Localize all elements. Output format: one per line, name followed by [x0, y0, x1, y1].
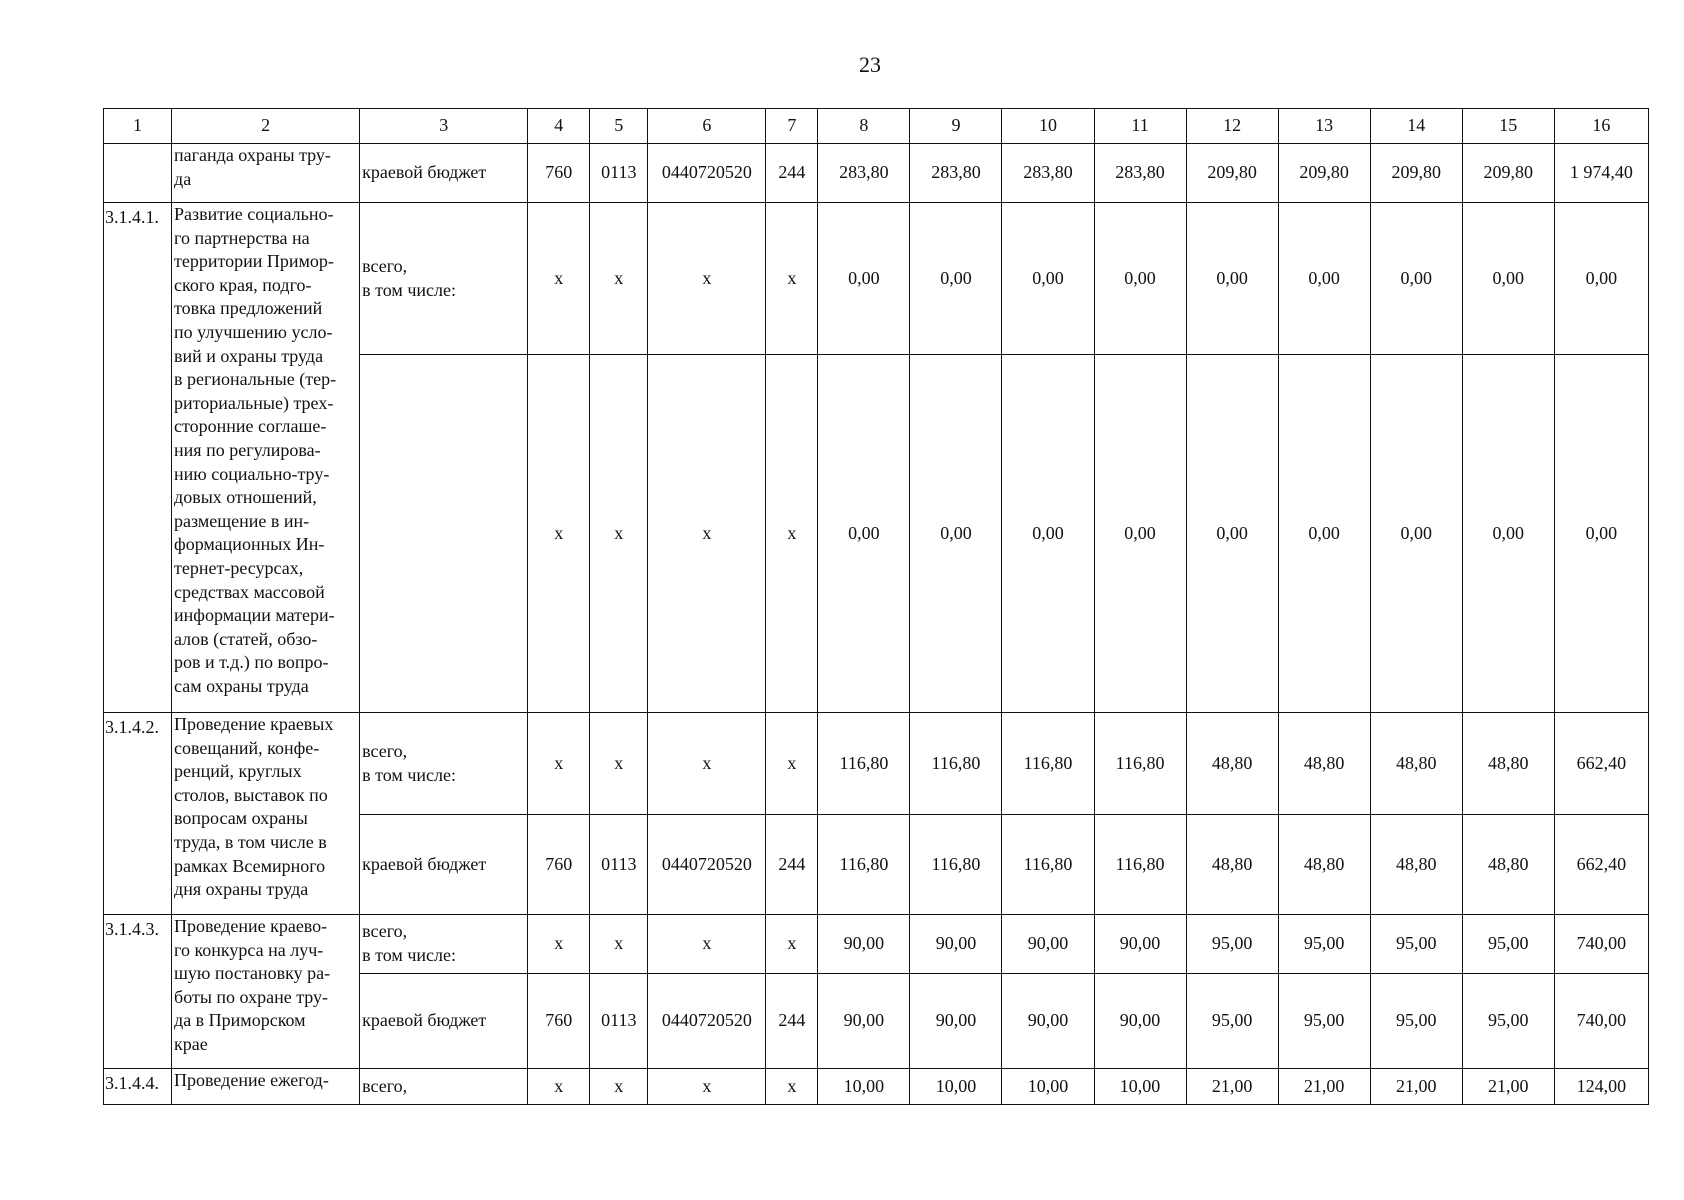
section-code: 0113	[590, 144, 648, 203]
year-value: 116,80	[818, 815, 910, 915]
grbs-code: x	[528, 1069, 590, 1105]
item-name-line: формационных Ин-	[174, 534, 325, 555]
funding-source	[360, 974, 528, 1069]
funding-source-line: краевой бюджет	[362, 853, 487, 874]
header-row	[104, 109, 1649, 144]
year-value: 90,00	[910, 974, 1002, 1069]
funding-source-line: всего,	[362, 1075, 408, 1096]
item-name-line: столов, выставок по	[174, 784, 328, 805]
grbs-code: x	[528, 713, 590, 815]
section-code: x	[590, 355, 648, 713]
item-name-line: крае	[174, 1033, 208, 1054]
year-value: 283,80	[818, 144, 910, 203]
item-name-line: по улучшению усло-	[174, 321, 333, 342]
funding-source	[360, 203, 528, 355]
table-row	[104, 713, 1649, 815]
item-name-line: паганда охраны тру-	[174, 145, 331, 165]
target-article-code: 0440720520	[648, 815, 766, 915]
table-row	[104, 203, 1649, 355]
expense-type-code: 244	[766, 144, 818, 203]
grbs-code: 760	[528, 974, 590, 1069]
year-value: 116,80	[1002, 713, 1094, 815]
item-name-line: риториальные) трех-	[174, 392, 334, 413]
expense-type-code: x	[766, 355, 818, 713]
funding-source-line: всего,	[362, 255, 408, 276]
item-name	[172, 144, 360, 203]
year-value: 0,00	[1278, 203, 1370, 355]
header-cell: 16	[1554, 109, 1648, 144]
item-name	[172, 713, 360, 915]
item-name	[172, 203, 360, 713]
expense-type-code: 244	[766, 974, 818, 1069]
year-value: 95,00	[1462, 974, 1554, 1069]
item-name-line: ния по регулирова-	[174, 439, 321, 460]
item-name-line: Проведение ежегод-	[174, 1070, 329, 1090]
total-value: 662,40	[1554, 815, 1648, 915]
item-name-line: Проведение краевых	[174, 714, 334, 734]
item-name-line: территории Примор-	[174, 251, 334, 272]
year-value: 10,00	[910, 1069, 1002, 1105]
header-cell: 2	[172, 109, 360, 144]
header-cell: 14	[1370, 109, 1462, 144]
item-name-line: вий и охраны труда	[174, 345, 324, 366]
year-value: 0,00	[1002, 355, 1094, 713]
target-article-code: 0440720520	[648, 144, 766, 203]
funding-source	[360, 1069, 528, 1105]
item-name-line: размещение в ин-	[174, 510, 310, 531]
target-article-code: x	[648, 1069, 766, 1105]
year-value: 209,80	[1462, 144, 1554, 203]
item-name-line: да в Приморском	[174, 1010, 306, 1031]
section-code: x	[590, 1069, 648, 1105]
header-cell: 12	[1186, 109, 1278, 144]
year-value: 95,00	[1278, 915, 1370, 974]
item-name-line: алов (статей, обзо-	[174, 628, 318, 649]
total-value: 740,00	[1554, 974, 1648, 1069]
target-article-code: 0440720520	[648, 974, 766, 1069]
year-value: 0,00	[1370, 355, 1462, 713]
item-name-line: труда, в том числе в	[174, 831, 327, 852]
item-name-line: совещаний, конфе-	[174, 737, 320, 758]
year-value: 0,00	[910, 203, 1002, 355]
item-name-line: ров и т.д.) по вопро-	[174, 652, 329, 673]
item-name-line: сам охраны труда	[174, 675, 309, 696]
year-value: 10,00	[818, 1069, 910, 1105]
grbs-code: x	[528, 203, 590, 355]
year-value: 95,00	[1186, 915, 1278, 974]
section-code: 0113	[590, 815, 648, 915]
year-value: 0,00	[1186, 203, 1278, 355]
year-value: 90,00	[1002, 974, 1094, 1069]
item-name-line: ского края, подго-	[174, 274, 312, 295]
item-name-line: го конкурса на луч-	[174, 939, 324, 960]
header-cell: 3	[360, 109, 528, 144]
funding-source	[360, 713, 528, 815]
item-name-line: дня охраны труда	[174, 879, 309, 900]
header-cell: 4	[528, 109, 590, 144]
year-value: 21,00	[1278, 1069, 1370, 1105]
item-name-line: товка предложений	[174, 298, 323, 319]
funding-source-line: в том числе:	[362, 764, 456, 785]
item-name-line: рамках Всемирного	[174, 855, 326, 876]
year-value: 209,80	[1370, 144, 1462, 203]
grbs-code: 760	[528, 815, 590, 915]
funding-source-line: в том числе:	[362, 279, 456, 300]
header-cell: 13	[1278, 109, 1370, 144]
year-value: 209,80	[1278, 144, 1370, 203]
funding-source-line: всего,	[362, 921, 408, 942]
section-code: x	[590, 713, 648, 815]
total-value: 0,00	[1554, 203, 1648, 355]
year-value: 283,80	[1002, 144, 1094, 203]
table-body	[104, 144, 1649, 1105]
header-cell: 11	[1094, 109, 1186, 144]
budget-table	[103, 108, 1649, 1105]
year-value: 0,00	[1462, 203, 1554, 355]
funding-source	[360, 815, 528, 915]
item-name-line: Проведение краево-	[174, 916, 328, 936]
funding-source-line: краевой бюджет	[362, 1010, 487, 1031]
section-code: x	[590, 915, 648, 974]
year-value: 95,00	[1186, 974, 1278, 1069]
target-article-code: x	[648, 713, 766, 815]
year-value: 0,00	[1370, 203, 1462, 355]
year-value: 0,00	[1186, 355, 1278, 713]
item-name-line: сторонние соглаше-	[174, 416, 327, 437]
year-value: 48,80	[1462, 713, 1554, 815]
funding-source-line: краевой бюджет	[362, 162, 487, 183]
item-name	[172, 1069, 360, 1105]
total-value: 662,40	[1554, 713, 1648, 815]
header-cell: 8	[818, 109, 910, 144]
year-value: 21,00	[1186, 1069, 1278, 1105]
item-name-line: в региональные (тер-	[174, 369, 337, 390]
header-cell: 5	[590, 109, 648, 144]
year-value: 48,80	[1370, 713, 1462, 815]
year-value: 90,00	[1094, 915, 1186, 974]
header-cell: 9	[910, 109, 1002, 144]
target-article-code: x	[648, 915, 766, 974]
expense-type-code: x	[766, 915, 818, 974]
year-value: 10,00	[1002, 1069, 1094, 1105]
total-value: 124,00	[1554, 1069, 1648, 1105]
year-value: 0,00	[1094, 203, 1186, 355]
table-row	[104, 915, 1649, 974]
year-value: 283,80	[1094, 144, 1186, 203]
expense-type-code: x	[766, 1069, 818, 1105]
year-value: 0,00	[1462, 355, 1554, 713]
target-article-code: x	[648, 355, 766, 713]
grbs-code: 760	[528, 144, 590, 203]
table-row	[104, 1069, 1649, 1105]
item-name-line: шую постановку ра-	[174, 963, 331, 984]
year-value: 90,00	[1094, 974, 1186, 1069]
expense-type-code: x	[766, 713, 818, 815]
year-value: 283,80	[910, 144, 1002, 203]
funding-source-line: всего,	[362, 740, 408, 761]
item-name-line: вопросам охраны	[174, 808, 308, 829]
header-cell: 6	[648, 109, 766, 144]
year-value: 116,80	[1094, 815, 1186, 915]
year-value: 90,00	[1002, 915, 1094, 974]
year-value: 116,80	[1094, 713, 1186, 815]
funding-source	[360, 144, 528, 203]
year-value: 90,00	[818, 915, 910, 974]
item-name-line: тернет-ресурсах,	[174, 557, 304, 578]
year-value: 0,00	[1278, 355, 1370, 713]
year-value: 90,00	[818, 974, 910, 1069]
funding-source	[360, 915, 528, 974]
year-value: 48,80	[1370, 815, 1462, 915]
year-value: 48,80	[1186, 815, 1278, 915]
header-cell: 7	[766, 109, 818, 144]
section-code: 0113	[590, 974, 648, 1069]
expense-type-code: 244	[766, 815, 818, 915]
year-value: 48,80	[1462, 815, 1554, 915]
item-name-line: да	[174, 168, 192, 189]
total-value: 0,00	[1554, 355, 1648, 713]
item-code: 3.1.4.4.	[104, 1069, 172, 1105]
year-value: 48,80	[1186, 713, 1278, 815]
year-value: 116,80	[910, 815, 1002, 915]
year-value: 0,00	[910, 355, 1002, 713]
year-value: 90,00	[910, 915, 1002, 974]
expense-type-code: x	[766, 203, 818, 355]
item-name-line: боты по охране тру-	[174, 986, 329, 1007]
page-number: 23	[859, 52, 881, 77]
year-value: 95,00	[1370, 974, 1462, 1069]
funding-source-line: в том числе:	[362, 945, 456, 965]
item-name-line: информации матери-	[174, 605, 335, 626]
year-value: 116,80	[1002, 815, 1094, 915]
year-value: 10,00	[1094, 1069, 1186, 1105]
year-value: 48,80	[1278, 815, 1370, 915]
item-code: 3.1.4.1.	[104, 203, 172, 713]
year-value: 21,00	[1370, 1069, 1462, 1105]
total-value: 1 974,40	[1554, 144, 1648, 203]
header-cell: 15	[1462, 109, 1554, 144]
grbs-code: x	[528, 355, 590, 713]
target-article-code: x	[648, 203, 766, 355]
item-name-line: средствах массовой	[174, 581, 325, 602]
item-name-line: ренций, круглых	[174, 761, 302, 782]
year-value: 116,80	[818, 713, 910, 815]
funding-source	[360, 355, 528, 713]
item-name-line: го партнерства на	[174, 227, 310, 248]
section-code: x	[590, 203, 648, 355]
year-value: 0,00	[818, 203, 910, 355]
item-code: 3.1.4.2.	[104, 713, 172, 915]
item-name-line: Развитие социально-	[174, 204, 334, 224]
year-value: 48,80	[1278, 713, 1370, 815]
year-value: 209,80	[1186, 144, 1278, 203]
year-value: 95,00	[1370, 915, 1462, 974]
header-cell: 1	[104, 109, 172, 144]
item-name-line: нию социально-тру-	[174, 463, 330, 484]
year-value: 116,80	[910, 713, 1002, 815]
year-value: 95,00	[1278, 974, 1370, 1069]
item-name-line: довых отношений,	[174, 487, 317, 508]
item-name	[172, 915, 360, 1069]
year-value: 0,00	[1094, 355, 1186, 713]
year-value: 0,00	[1002, 203, 1094, 355]
year-value: 0,00	[818, 355, 910, 713]
item-code	[104, 144, 172, 203]
grbs-code: x	[528, 915, 590, 974]
year-value: 21,00	[1462, 1069, 1554, 1105]
year-value: 95,00	[1462, 915, 1554, 974]
total-value: 740,00	[1554, 915, 1648, 974]
table-row	[104, 144, 1649, 203]
header-cell: 10	[1002, 109, 1094, 144]
item-code: 3.1.4.3.	[104, 915, 172, 1069]
